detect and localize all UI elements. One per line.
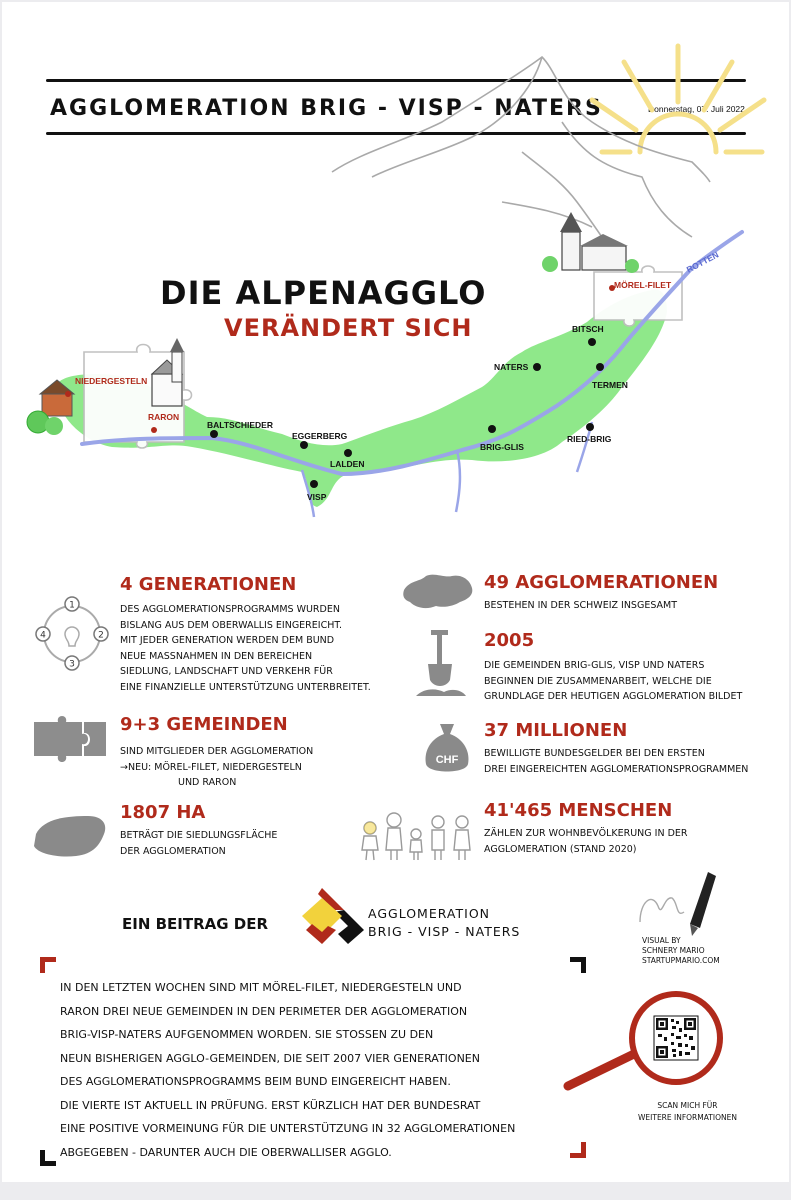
label-raron: RARON [148,412,180,422]
mountain-icon [332,57,710,252]
magnifier-qr-icon[interactable] [558,988,728,1098]
stat-money-text: BEWILLIGTE BUNDESGELDER BEI DEN ERSTEN DREI EINGEREICHTEN AGGLOMERATIONSPROGRAMMEN [484,748,749,775]
header-title: AGGLOMERATION BRIG - VISP - NATERS [50,96,603,121]
generation-number-4: 4 [40,630,46,641]
logo-text: AGGLOMERATION BRIG - VISP - NATERS [368,906,521,939]
label-ried-brig: RIED-BRIG [567,434,612,444]
visual-credit: VISUAL BY SCHNERY MARIO STARTUPMARIO.COM [642,936,720,965]
stat-agglomerations-text: BESTEHEN IN DER SCHWEIZ INSGESAMT [484,600,678,611]
dot-brig-glis [488,425,496,433]
switzerland-map-icon [400,570,476,612]
agglo-logo-icon [298,886,364,952]
stat-area-value: 1807 HA [120,802,206,823]
article-paragraph: IN DEN LETZTEN WOCHEN SIND MIT MÖREL-FILET, NIEDERGESTELN UND RARON DREI NEUE GEMEINDEN IN DEN PERIMETER DER AGGLOMERATION BRIG-VISP-NATERS AUFGENOMMEN WORDEN. SIE STOSSEN ZU DEN NEUN BISHERIGEN AGGLO-GEMEINDEN, DIE SEIT 2007 VIER GENERATIONEN DES AGGLOMERATIONSPROGRAMMS BEIM BUND EINGEREICHT HABEN. DIE VIERTE IST AKTUELL IN PRÜFUNG. ERST KÜRZLICH HAT DER BUNDESRAT EINE POSITIVE VORMEINUNG FÜR DIE UNTERSTÜTZUNG IN 32 AGGLOMERATIONEN ABGEGEBEN - DARUNTER AUCH DIE OBERWALLISER AGGLO. [60,981,516,1159]
qr-code-icon [654,1016,698,1060]
dot-niedergesteln [65,391,71,397]
label-eggerberg: EGGERBERG [292,431,348,441]
generations-cycle-icon [32,594,114,676]
stat-people-value: 41'465 MENSCHEN [484,800,673,821]
stat-municipalities-value: 9+3 GEMEINDEN [120,714,288,735]
money-bag-label: CHF [435,754,459,766]
header-date: Donnerstag, 07. Juli 2022 [648,104,745,114]
dot-eggerberg [300,441,308,449]
label-naters: NATERS [494,362,529,372]
label-lalden: LALDEN [330,459,365,469]
area-shape-icon [30,810,110,860]
headline-subtitle: VERÄNDERT SICH [224,314,473,342]
family-people-icon [356,810,478,862]
dot-naters [533,363,541,371]
generation-number-2: 2 [98,630,104,641]
stat-year-value: 2005 [484,630,535,651]
dot-baltschieder [210,430,218,438]
stat-municipalities-text: SIND MITGLIEDER DER AGGLOMERATION →NEU: MÖREL-FILET, NIEDERGESTELN UND RARON [120,746,314,788]
dot-termen [596,363,604,371]
label-moerel-filet: MÖREL-FILET [614,280,672,290]
label-brig-glis: BRIG-GLIS [480,442,524,452]
stat-year-text: DIE GEMEINDEN BRIG-GLIS, VISP UND NATERS BEGINNEN DIE ZUSAMMENARBEIT, WELCHE DIE GRUNDLAGE DER HEUTIGEN AGGLOMERATION BILDET [484,660,743,702]
label-visp: VISP [307,492,327,502]
bracket-top-right [570,957,586,973]
bracket-bottom-left [40,1150,56,1166]
signature-pen-icon [632,862,722,938]
shovel-icon [410,630,470,700]
label-niedergesteln: NIEDERGESTELN [75,376,148,386]
headline-title: DIE ALPENAGGLO [160,274,487,312]
generation-number-1: 1 [69,600,75,611]
generation-number-3: 3 [69,659,75,670]
label-termen: TERMEN [592,380,628,390]
infographic-page [2,2,789,1182]
stat-area-text: BETRÄGT DIE SIEDLUNGSFLÄCHE DER AGGLOMERATION [120,830,278,857]
stat-people-text: ZÄHLEN ZUR WOHNBEVÖLKERUNG IN DER AGGLOMERATION (STAND 2020) [484,828,688,855]
dot-visp [310,480,318,488]
qr-caption: SCAN MICH FÜR WEITERE INFORMATIONEN [638,1101,737,1122]
bracket-top-left [40,957,56,973]
dot-ried-brig [586,423,594,431]
label-river-rotten: ROTTEN [684,249,721,275]
stat-generations-text: DES AGGLOMERATIONSPROGRAMMS WURDEN BISLANG AUS DEM OBERWALLIS EINGEREICHT. MIT JEDER GENERATION WERDEN DEM BUND NEUE MASSNAHMEN IN DEN BEREICHEN SIEDLUNG, LANDSCHAFT UND VERKEHR FÜR EINE FINANZIELLE UNTERSTÜTZUNG UNTERBREITET. [120,604,371,693]
stat-money-value: 37 MILLIONEN [484,720,628,741]
stat-agglomerations-value: 49 AGGLOMERATIONEN [484,572,719,593]
label-baltschieder: BALTSCHIEDER [207,420,273,430]
contribution-label: EIN BEITRAG DER [122,915,269,933]
dot-bitsch [588,338,596,346]
puzzle-icon [32,714,108,764]
dot-lalden [344,449,352,457]
stat-generations-value: 4 GENERATIONEN [120,574,297,595]
label-bitsch: BITSCH [572,324,604,334]
dot-raron [151,427,157,433]
money-bag-icon [422,720,472,778]
